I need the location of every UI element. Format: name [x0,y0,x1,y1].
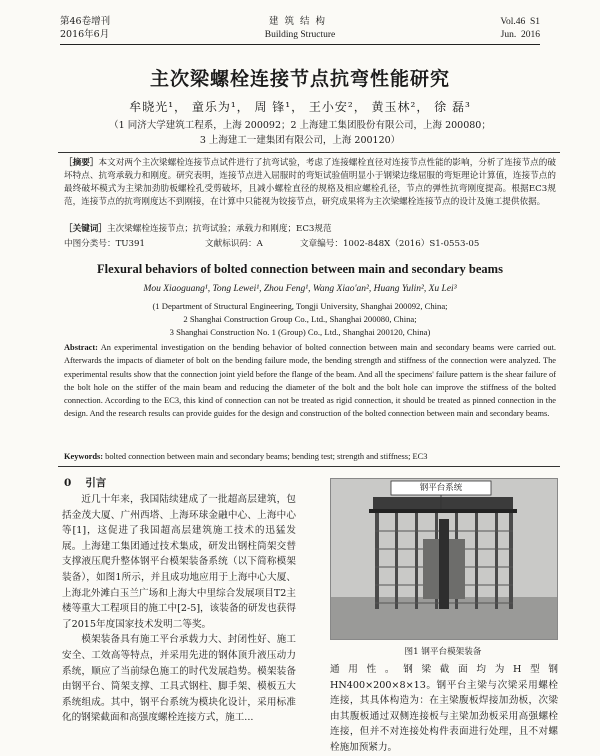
section-title: 引言 [85,477,107,489]
intro-body-right-column [330,662,558,753]
running-header-journal-cn: 建筑结构 [268,16,331,27]
affiliation-en-line-1: (1 Department of Structural Engineering, Tongji University, Shanghai 200092, China; [152,301,448,311]
affiliation-cn-line-2: 3 上海建工一建集团有限公司，上海 200120） [199,135,401,146]
intro-paragraph-2: 模架装备具有施工平台承载力大、封闭性好、施工安全、工效高等特点，并采用先进的钢体顶升液压动力系统，顺应了当前绿色施工的时代发展趋势。模架装备由钢平台、筒架支撑、工具式钢柱、脚手架、模板五大系统组成。其中，钢平台系统为模块化设计，采用标准化的钢梁截面和高强度螺栓连接方式，施工... [62,634,296,724]
abstract-cn [64,157,556,209]
figure-1-caption: 图1 钢平台模架装备 [404,647,482,657]
keywords-en-label: Keywords: [64,452,104,461]
authors-cn: 牟晓光¹， 童乐为¹， 周 锋¹， 王小安²， 黄玉林²， 徐 磊³ [129,100,471,114]
running-header-journal-en: Building Structure [264,30,336,40]
running-header-date-cn: 2016年6月 [60,29,110,40]
abstract-bottom-rule [58,466,560,467]
clc-number: 中图分类号：TU391 [64,239,145,249]
intro-body-left-column [62,492,296,724]
abstract-en-label: Abstract: [64,343,98,352]
abstract-en-text: An experimental investigation on the bending behavior of bolted connection between main and secondary beams were carried out. Afterwards the impacts of diameter of bolt on the bending failure mode, the bending strength and stiffness of the connection were analyzed. The experimental results show that the connection joint yield before the flange of the beam. And all the specimens' failure pattern is the shear failure of the bolt hole on the stiffer of the main beam and reducing the diameter of the bolt and the bolt hole can improve the stiffness of the bolted connection. According to the EC3, this kind of connection can not be treated as rigid connection, it should be treated as pinned connection in the design. And the research results can provide guides for the design and construction of the bolted connection between main and secondary beams. [64,343,556,419]
affiliation-cn-line-1: （1 同济大学建筑工程系，上海 200092；2 上海建工集团股份有限公司，上海 200080； [109,120,491,131]
affiliation-en-line-2: 2 Shanghai Construction Group Co., Ltd., Shanghai 200080, China; [183,314,417,324]
running-header-volume-cn: 第46卷增刊 [60,16,111,27]
document-code: 文献标识码：A [205,239,263,249]
figure-1-photo [330,478,558,640]
running-header-volume-en: Vol.46 S1 [500,17,540,27]
header-rule [60,44,540,45]
section-number: 0 [64,477,72,489]
keywords-en-text: bolted connection between main and secondary beams; bending test; strength and stiffness; EC3 [105,452,428,461]
abstract-en [64,341,556,421]
figure-1-inner-label: 钢平台系统 [419,483,463,493]
paper-title-en: Flexural behaviors of bolted connection between main and secondary beams [97,262,503,276]
keywords-cn-label: ［关键词］ [64,224,107,234]
paper-title-cn: 主次梁螺栓连接节点抗弯性能研究 [149,68,450,90]
running-header-date-en: Jun. 2016 [500,30,540,40]
article-number: 文章编号：1002-848X（2016）S1-0553-05 [300,239,480,249]
authors-en: Mou Xiaoguang¹, Tong Lewei¹, Zhou Feng¹, Wang Xiao'an², Huang Yulin², Xu Lei³ [143,284,457,294]
abstract-top-rule [58,152,560,153]
steel-platform-formwork-illustration [331,479,557,639]
abstract-cn-label: ［摘要］ [64,158,99,168]
right-column-paragraph: 通用性。钢梁截面均为H型钢HN400×200×8×13。钢平台主梁与次梁采用螺栓连接，其具体构造为：在主梁腹板焊接加劲板，次梁由其腹板通过双侧连接板与主梁加劲板采用高强螺栓连接，但并不对连接处构件表面进行处理，且不对螺栓施加预紧力。 [330,664,558,753]
affiliation-en-line-3: 3 Shanghai Construction No. 1 (Group) Co., Ltd., Shanghai 200120, China) [169,327,431,337]
keywords-cn-text: 主次梁螺栓连接节点；抗弯试验；承载力和刚度；EC3规范 [106,224,332,234]
abstract-cn-text: 本文对两个主次梁螺栓连接节点试件进行了抗弯试验，考虑了连接螺栓直径对连接节点性能的影响，分析了连接节点的破坏特点、抗弯承载力和刚度。研究表明，连接节点进入屈服时的弯矩试验值明显小于钢梁边缘屈服的弯矩理论计算值，连接节点的最终破坏模式为主梁加劲肋板螺栓孔受剪破坏，且减小螺栓直径的规格及相应螺栓孔径，节点的弹性抗弯刚度提高。根据EC3规范，连接节点的抗弯刚度达不到刚接，在计算中只能视为铰接节点，研究成果将为主次梁螺栓连接节点的设计及施工提供依据。 [64,158,556,207]
section-heading-intro [64,475,106,490]
keywords-en [64,450,556,463]
keywords-cn [64,223,556,236]
intro-paragraph-1: 近几十年来，我国陆续建成了一批超高层建筑，包括金茂大厦、广州西塔、上海环球金融中心、上海中心等[1]，这促进了我国超高层建筑施工技术的迅猛发展。上海建工集团通过技术集成，研发出钢柱筒架交替支撑液压爬升整体钢平台模架装备系统（以下简称模架装备），如图1所示，并且成功地应用于上海中心大厦、上海北外滩白玉兰广场和上海大中里综合发展项目T2主楼等重大工程项目的施工中[2-5]，该装备的研发也获得了2015年度国家技术发明二等奖。 [62,494,296,630]
